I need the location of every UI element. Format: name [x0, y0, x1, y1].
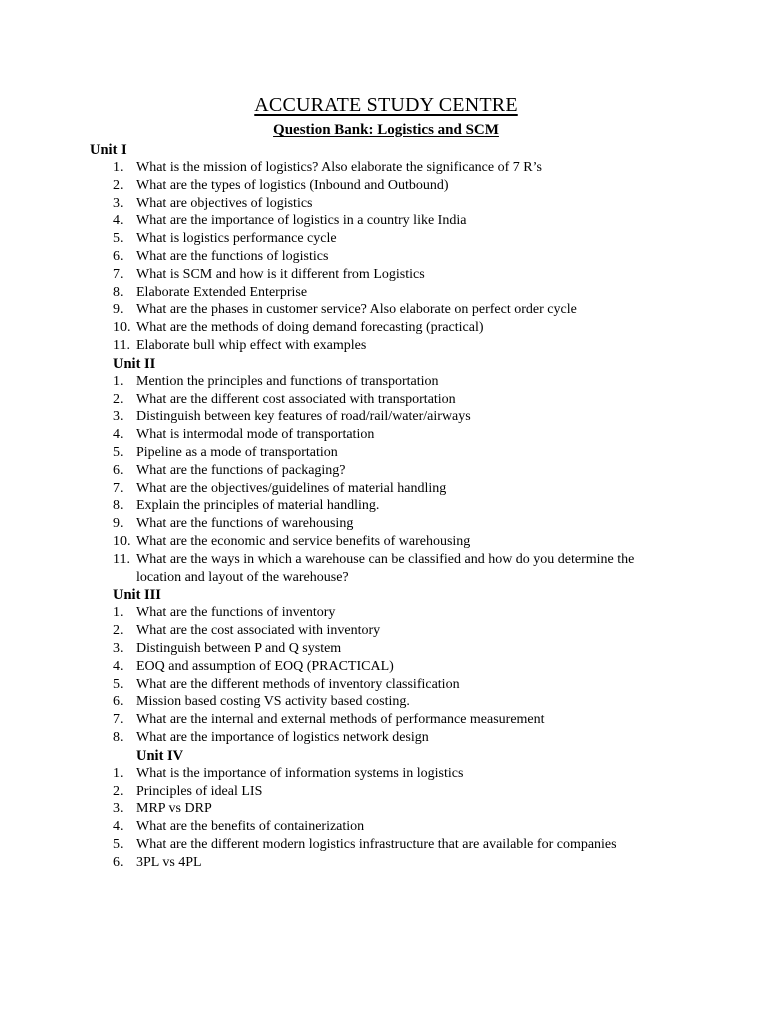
- question-number: 9.: [113, 516, 124, 532]
- question-number: 2.: [113, 177, 124, 193]
- unit-heading-text: Unit IV: [136, 747, 184, 764]
- question-item: [0, 319, 768, 337]
- question-number: 5.: [113, 444, 124, 460]
- question-number: 8.: [113, 498, 124, 514]
- question-text: What are the economic and service benefits of warehousing: [136, 533, 471, 549]
- document-title: ACCURATE STUDY CENTRE: [254, 94, 518, 116]
- question-text: Principles of ideal LIS: [136, 783, 263, 799]
- question-bank: [0, 141, 768, 871]
- question-item: [0, 765, 768, 783]
- question-item: [0, 711, 768, 729]
- question-text: What are the types of logistics (Inbound and Outbound): [136, 177, 449, 193]
- question-item: [0, 818, 768, 836]
- question-number: 4.: [113, 658, 124, 674]
- question-item: [0, 248, 768, 266]
- question-number: 6.: [113, 694, 124, 710]
- question-text: Elaborate bull whip effect with examples: [136, 337, 367, 353]
- question-number: 5.: [113, 231, 124, 247]
- question-list: [0, 159, 768, 355]
- question-text: What are the methods of doing demand forecasting (practical): [136, 320, 484, 336]
- question-item: [0, 693, 768, 711]
- question-number: 10.: [113, 533, 131, 549]
- question-list: [0, 604, 768, 746]
- question-number: 10.: [113, 320, 131, 336]
- question-item: [0, 444, 768, 462]
- question-text: What are the internal and external methods of performance measurement: [136, 712, 545, 728]
- question-item: [0, 640, 768, 658]
- question-list: [0, 373, 768, 587]
- question-item: [0, 551, 768, 587]
- question-item: [0, 462, 768, 480]
- question-text: EOQ and assumption of EOQ (PRACTICAL): [136, 658, 394, 674]
- question-text: What are the objectives/guidelines of material handling: [136, 480, 447, 496]
- unit-heading: [0, 141, 768, 159]
- question-list: [0, 765, 768, 872]
- unit-section: [0, 355, 768, 587]
- question-item: [0, 373, 768, 391]
- question-number: 1.: [113, 765, 124, 781]
- question-item: [0, 301, 768, 319]
- question-text: What is logistics performance cycle: [136, 231, 337, 247]
- question-item: [0, 159, 768, 177]
- question-item: [0, 391, 768, 409]
- question-text: Pipeline as a mode of transportation: [136, 444, 338, 460]
- question-item: [0, 515, 768, 533]
- question-number: 1.: [113, 373, 124, 389]
- question-number: 5.: [113, 836, 124, 852]
- unit-heading: [0, 586, 768, 604]
- question-item: [0, 426, 768, 444]
- question-number: 1.: [113, 605, 124, 621]
- question-text: What are the ways in which a warehouse can be classified and how do you determine the location and layout of the warehouse?: [136, 551, 635, 585]
- question-text: What are the different cost associated with transportation: [136, 391, 456, 407]
- question-text: What are the functions of warehousing: [136, 516, 354, 532]
- question-text: What is the importance of information systems in logistics: [136, 765, 464, 781]
- question-item: [0, 800, 768, 818]
- question-item: [0, 480, 768, 498]
- question-text: Explain the principles of material handling.: [136, 498, 380, 514]
- question-item: [0, 836, 768, 854]
- question-item: [0, 230, 768, 248]
- question-number: 7.: [113, 266, 124, 282]
- unit-heading-text: Unit I: [90, 142, 127, 158]
- question-number: 5.: [113, 676, 124, 692]
- question-text: What is the mission of logistics? Also elaborate the significance of 7 R’s: [136, 160, 542, 175]
- question-text: What is SCM and how is it different from Logistics: [136, 266, 425, 282]
- question-number: 6.: [113, 248, 124, 264]
- question-text: MRP vs DRP: [136, 801, 212, 817]
- question-number: 3.: [113, 195, 124, 211]
- question-text: Mention the principles and functions of transportation: [136, 373, 439, 389]
- question-item: [0, 676, 768, 694]
- question-text: What are the functions of inventory: [136, 605, 336, 621]
- question-number: 11.: [113, 337, 130, 353]
- question-text: What are the different methods of inventory classification: [136, 676, 460, 692]
- question-item: [0, 212, 768, 230]
- question-number: 6.: [113, 462, 124, 478]
- question-item: [0, 195, 768, 213]
- question-item: [0, 266, 768, 284]
- question-number: 4.: [113, 819, 124, 835]
- document-subtitle: Question Bank: Logistics and SCM: [273, 122, 499, 138]
- question-number: 8.: [113, 729, 124, 745]
- question-number: 3.: [113, 409, 124, 425]
- question-item: [0, 783, 768, 801]
- question-text: 3PL vs 4PL: [136, 854, 202, 870]
- question-text: Mission based costing VS activity based costing.: [136, 694, 410, 710]
- question-text: Distinguish between key features of road/rail/water/airways: [136, 409, 471, 425]
- question-item: [0, 729, 768, 747]
- question-item: [0, 604, 768, 622]
- unit-section: [0, 747, 768, 872]
- unit-heading-text: Unit III: [113, 587, 161, 604]
- question-item: [0, 284, 768, 302]
- question-text: What are the importance of logistics in a country like India: [136, 213, 467, 229]
- question-number: 11.: [113, 551, 130, 567]
- question-number: 3.: [113, 640, 124, 656]
- question-number: 3.: [113, 801, 124, 817]
- question-number: 2.: [113, 391, 124, 407]
- question-item: [0, 497, 768, 515]
- question-number: 7.: [113, 712, 124, 728]
- question-text: What are the functions of logistics: [136, 248, 329, 264]
- question-number: 4.: [113, 427, 124, 443]
- question-item: [0, 533, 768, 551]
- unit-section: [0, 586, 768, 746]
- question-text: What are the phases in customer service? Also elaborate on perfect order cycle: [136, 302, 577, 318]
- question-item: [0, 177, 768, 195]
- question-text: Distinguish between P and Q system: [136, 640, 342, 656]
- unit-heading: [0, 747, 768, 765]
- question-text: What are objectives of logistics: [136, 195, 313, 211]
- question-number: 8.: [113, 284, 124, 300]
- question-number: 2.: [113, 623, 124, 639]
- question-number: 7.: [113, 480, 124, 496]
- question-text: Elaborate Extended Enterprise: [136, 284, 308, 300]
- unit-heading: [0, 355, 768, 373]
- question-text: What are the benefits of containerization: [136, 819, 365, 835]
- question-number: 9.: [113, 302, 124, 318]
- unit-heading-text: Unit II: [113, 355, 156, 372]
- question-item: [0, 408, 768, 426]
- question-item: [0, 854, 768, 872]
- question-item: [0, 622, 768, 640]
- question-number: 4.: [113, 213, 124, 229]
- question-number: 1.: [113, 160, 124, 175]
- question-text: What are the importance of logistics network design: [136, 729, 429, 745]
- unit-section: [0, 141, 768, 355]
- question-item: [0, 337, 768, 355]
- question-text: What are the cost associated with inventory: [136, 623, 381, 639]
- question-text: What are the different modern logistics infrastructure that are available for companies: [136, 836, 617, 852]
- question-text: What is intermodal mode of transportation: [136, 427, 375, 443]
- question-item: [0, 658, 768, 676]
- question-text: What are the functions of packaging?: [136, 462, 346, 478]
- question-number: 2.: [113, 783, 124, 799]
- question-number: 6.: [113, 854, 124, 870]
